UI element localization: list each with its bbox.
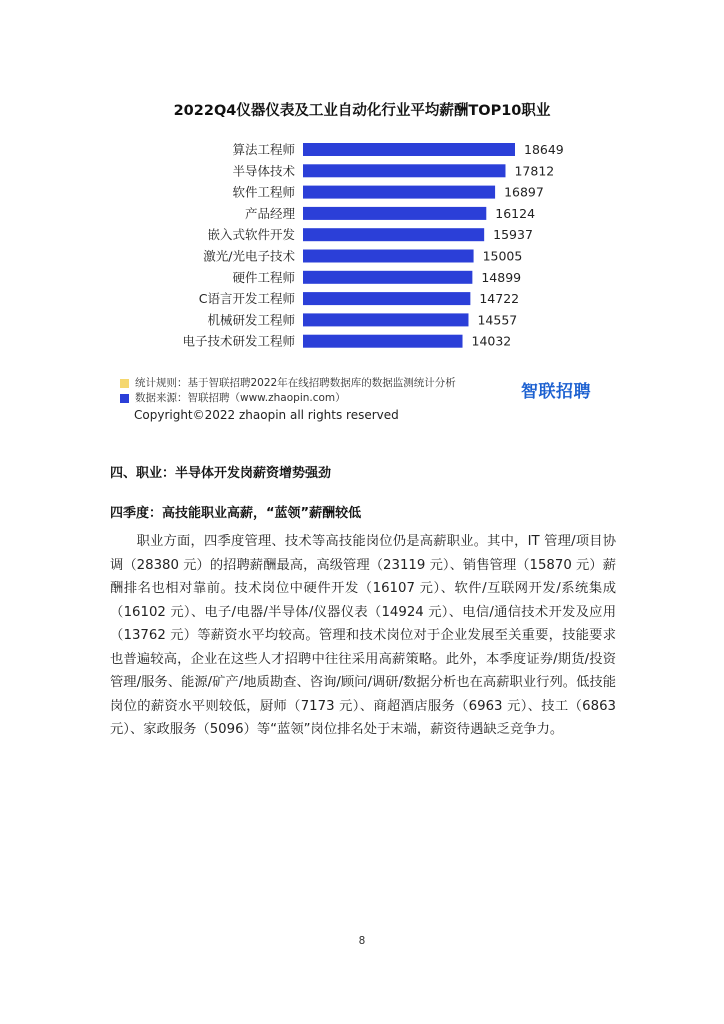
category-label: 机械研发工程师 bbox=[207, 312, 295, 328]
bar bbox=[303, 292, 470, 305]
data-label: 17812 bbox=[514, 163, 555, 179]
chart-title: 2022Q4仪器仪表及工业自动化行业平均薪酬TOP10职业 bbox=[173, 103, 551, 119]
data-label: 14557 bbox=[477, 312, 518, 328]
salary-bar-chart bbox=[0, 0, 724, 370]
legend-source-swatch bbox=[120, 394, 129, 403]
category-label: 硬件工程师 bbox=[232, 269, 295, 285]
category-label: 激光/光电子技术 bbox=[203, 248, 295, 264]
bar bbox=[303, 228, 484, 241]
category-label: 半导体技术 bbox=[232, 163, 295, 179]
legend-rule bbox=[120, 376, 456, 390]
bar bbox=[303, 250, 474, 263]
bar bbox=[303, 143, 515, 156]
legend-rule-swatch bbox=[120, 379, 129, 388]
category-label: C语言开发工程师 bbox=[198, 291, 295, 307]
bar bbox=[303, 271, 472, 284]
data-label: 16897 bbox=[504, 184, 544, 200]
data-label: 14032 bbox=[471, 333, 512, 349]
section-heading: 四、职业：半导体开发岗薪资增势强劲 bbox=[110, 466, 332, 481]
zhaopin-logo bbox=[521, 377, 591, 402]
data-label: 14722 bbox=[479, 291, 520, 307]
data-label: 15937 bbox=[493, 227, 533, 243]
legend-source-text: 数据来源：智联招聘（www.zhaopin.com） bbox=[135, 392, 346, 404]
section-subheading: 四季度：高技能职业高薪，“蓝领”薪酬较低 bbox=[110, 506, 362, 521]
bar bbox=[303, 313, 468, 326]
category-label: 嵌入式软件开发 bbox=[207, 227, 295, 243]
page-number: 8 bbox=[358, 935, 366, 947]
body-paragraph: 职业方面，四季度管理、技术等高技能岗位仍是高薪职业。其中，IT 管理/项目协调（28380 元）的招聘薪酬最高，高级管理（23119 元）、销售管理（15870 元）薪酬排名也相对靠前。技术岗位中硬件开发（16107 元）、软件/互联网开发/系统集成（16102 元）、电子/电器/半导体/仪器仪表（14924 元）、电信/通信技术开发及应用（13762 元）等薪资水平均较高。管理和技术岗位对于企业发展至关重要，技能要求也普遍较高，企业在这些人才招聘中往往采用高薪策略。此外，本季度证券/期货/投资管理/服务、能源/矿产/地质勘查、咨询/顾问/调研/数据分析也在高薪职业行列。低技能岗位的薪资水平则较低，厨师（7173 元）、商超酒店服务（6963 元）、技工（6863 元）、家政服务（5096）等“蓝领”岗位排名处于末端，薪资待遇缺乏竞争力。 bbox=[110, 534, 616, 737]
copyright-text: Copyright©2022 zhaopin all rights reserved bbox=[134, 408, 399, 422]
category-label: 电子技术研发工程师 bbox=[182, 333, 295, 349]
bars-group bbox=[182, 142, 563, 349]
data-label: 18649 bbox=[524, 142, 564, 157]
legend-source bbox=[120, 391, 346, 405]
category-label: 产品经理 bbox=[244, 205, 295, 221]
category-label: 算法工程师 bbox=[232, 142, 295, 157]
data-label: 15005 bbox=[482, 248, 523, 264]
data-label: 16124 bbox=[495, 205, 536, 221]
bar bbox=[303, 207, 486, 220]
zhaopin-logo-text: 智联招聘 bbox=[521, 382, 591, 402]
data-label: 14899 bbox=[481, 269, 522, 285]
bar bbox=[303, 335, 463, 348]
bar bbox=[303, 164, 505, 177]
bar bbox=[303, 186, 495, 199]
legend-rule-text: 统计规则：基于智联招聘2022年在线招聘数据库的数据监测统计分析 bbox=[135, 377, 456, 389]
category-label: 软件工程师 bbox=[232, 184, 295, 200]
